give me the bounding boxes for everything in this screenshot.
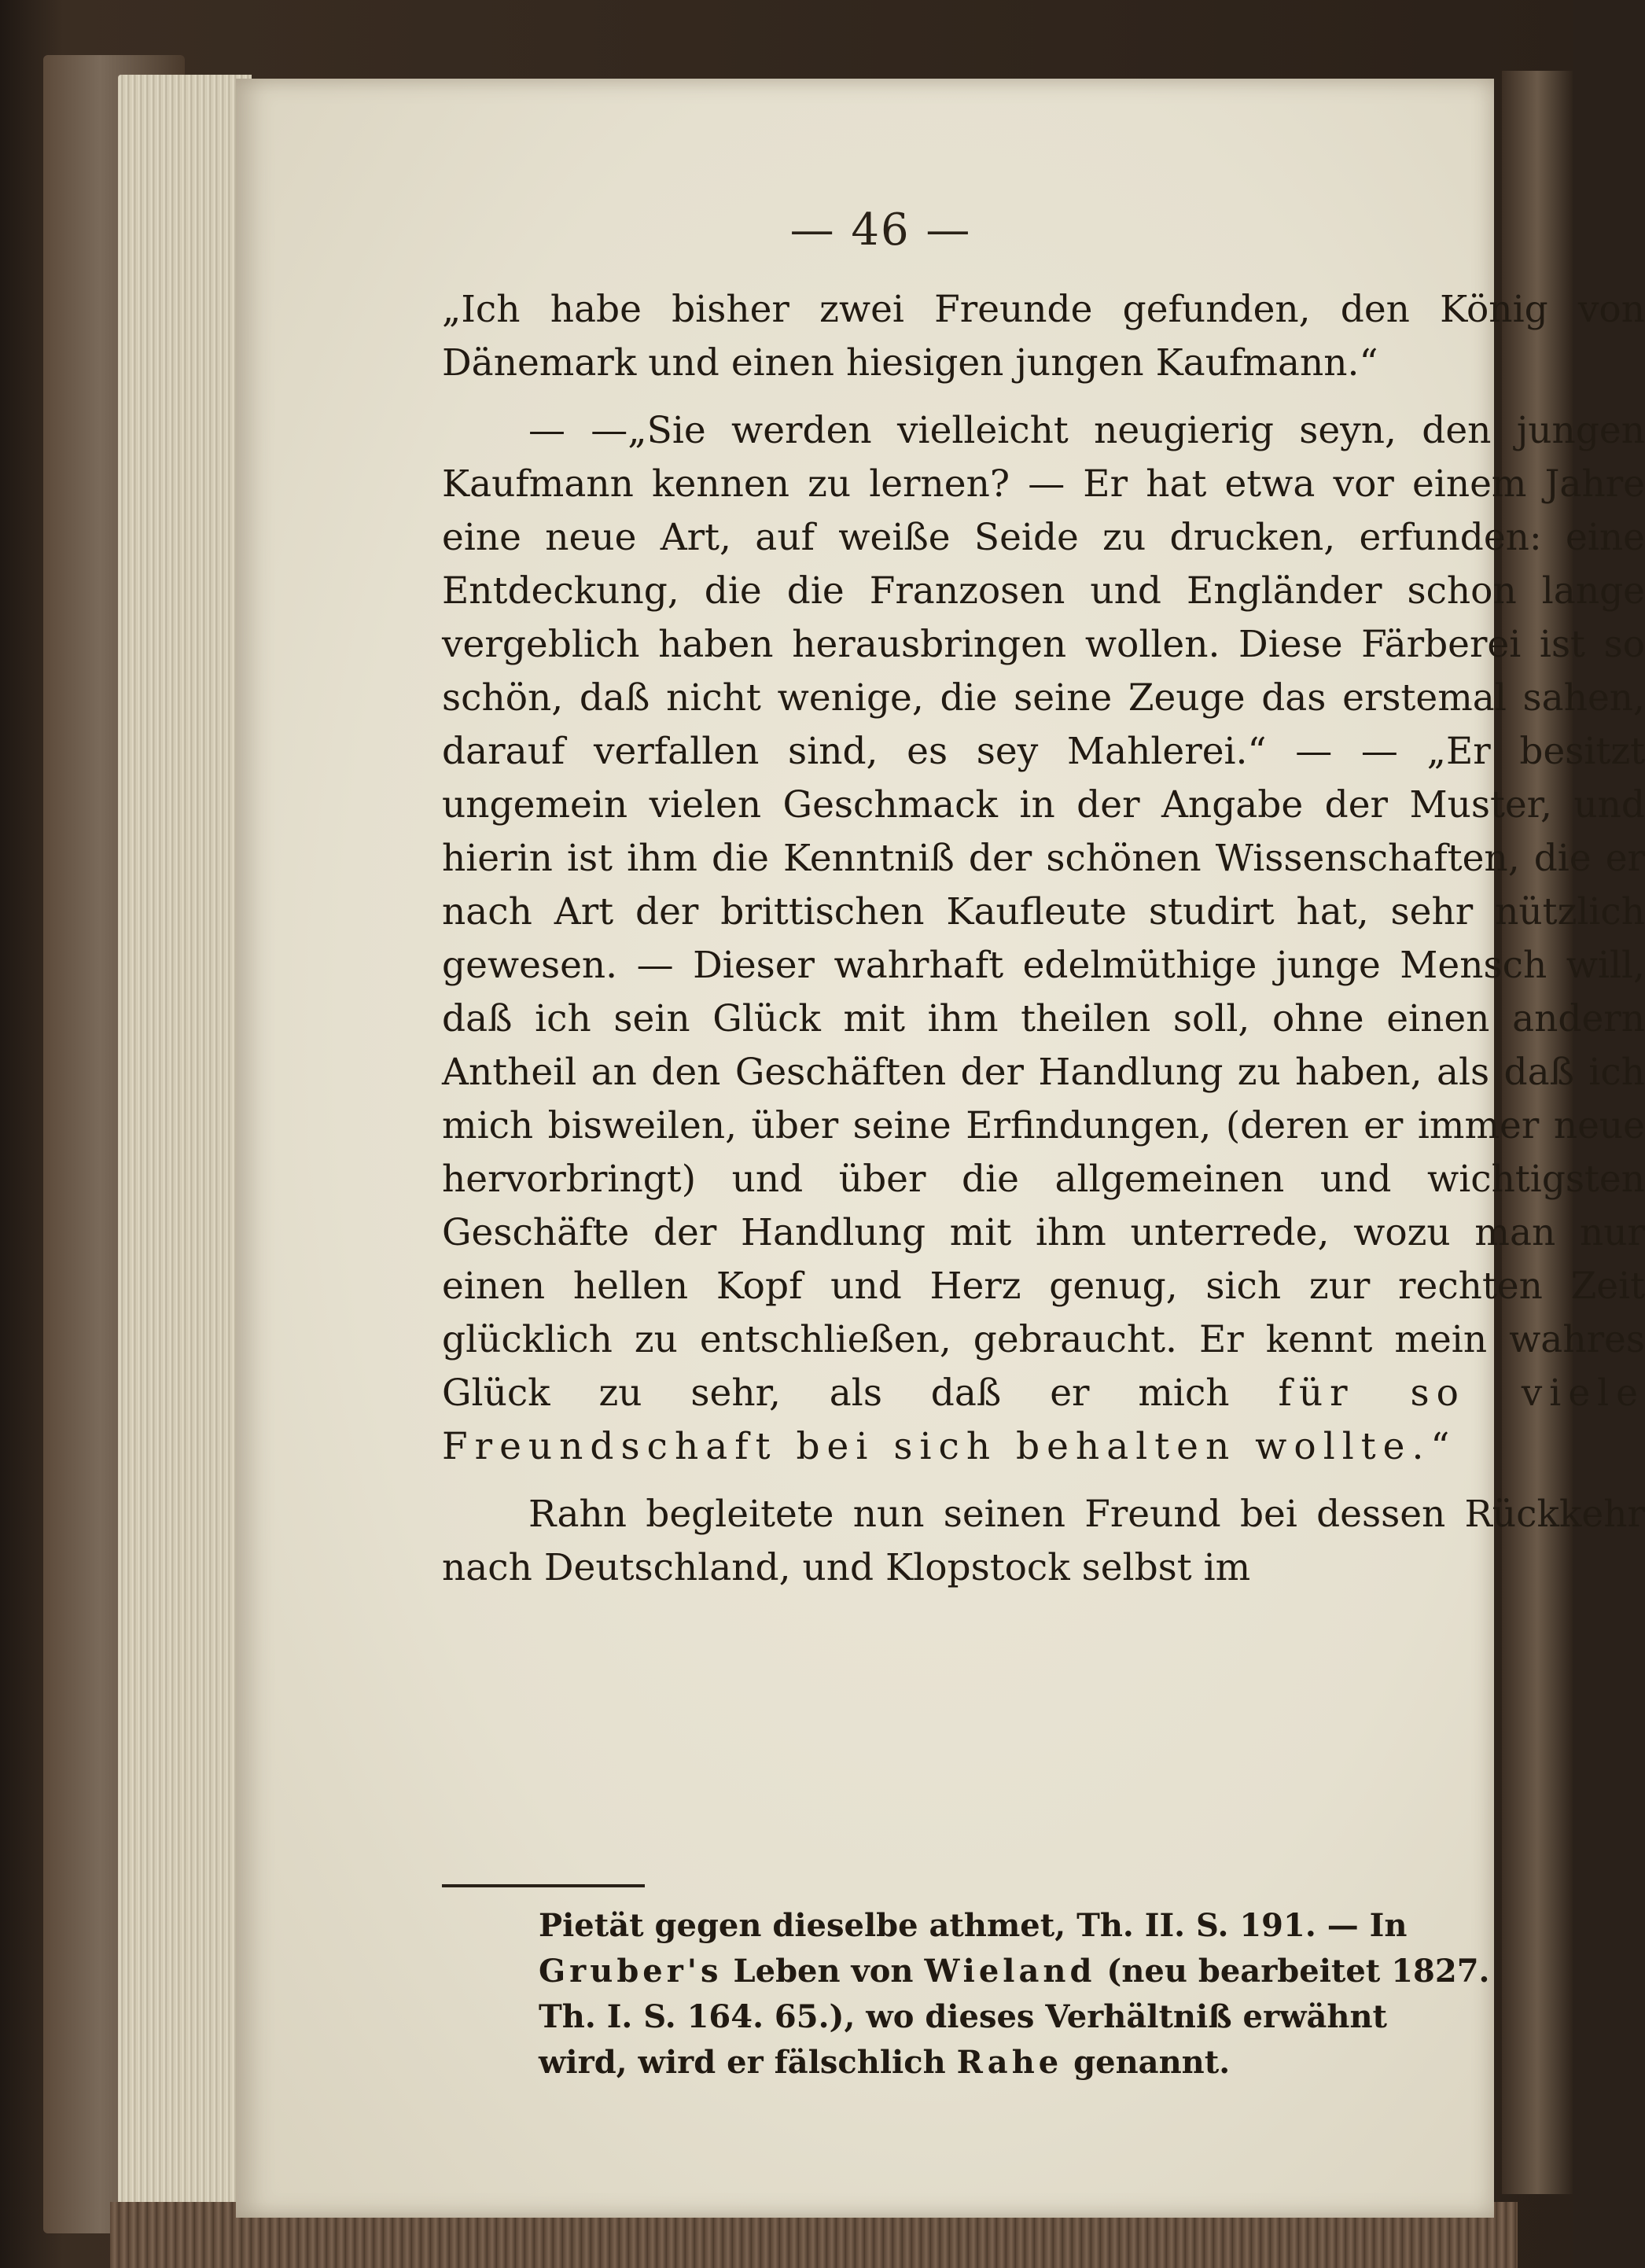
footnote-author-wieland: Wieland — [924, 1953, 1096, 1990]
paragraph-quote-1: „Ich habe bisher zwei Freunde gefunden, den König von Dänemark und einen hiesigen jungen Kaufmann.“ — [442, 288, 1645, 385]
footnote-text: wird, wird er fälschlich — [539, 2044, 957, 2081]
paragraph-quote-2-spaced: für so viele Freundschaft bei sich behalten wollte.“ — [442, 1371, 1645, 1468]
footnote-line-4 — [539, 2040, 1639, 2086]
footnote-text: Leben von — [722, 1953, 925, 1990]
footnote-text: genannt. — [1062, 2044, 1231, 2081]
footnote-rule — [442, 1884, 645, 1887]
footnote-author-gruber: Gruber's — [539, 1953, 723, 1990]
paragraph-narrative: Rahn begleitete nun seinen Freund bei dessen Rückkehr nach Deutschland, und Klopstock selbst im — [442, 1493, 1645, 1589]
paragraph-quote-2-main: — —„Sie werden vielleicht neugierig seyn, den jungen Kaufmann kennen zu lernen? — Er hat etwa vor einem Jahre eine neue Art, auf weiße Seide zu drucken, erfunden: eine Entdeckung, die die Franzosen und Engländer schon lange vergeblich haben herausbringen wollen. Diese Färberei ist so schön, daß nicht wenige, die seine Zeuge das erstemal sahen, darauf verfallen sind, es sey Mahlerei.“ — — „Er besitzt ungemein vielen Geschmack in der Angabe der Muster, und hierin ist ihm die Kenntniß der schönen Wissenschaften, die er nach Art der brittischen Kaufleute studirt hat, sehr nützlich gewesen. — Dieser wahrhaft edelmüthige junge Mensch will, daß ich sein Glück mit ihm theilen soll, ohne einen andern Antheil an den Geschäften der Handlung zu haben, als daß ich mich bisweilen, über seine Erfindungen, (deren er immer neue hervorbringt) und über die allgemeinen und wichtigsten Geschäfte der Handlung mit ihm unterrede, wozu man nur einen hellen Kopf und Herz genug, sich zur rechten Zeit glücklich zu entschließen, gebraucht. Er kennt mein wahres Glück zu sehr, als daß er mich — [442, 409, 1645, 1415]
main-text — [442, 283, 1645, 1595]
footnote — [539, 1903, 1639, 2086]
paragraph-quote-2 — [442, 404, 1645, 1474]
footnote-text: (neu bearbeitet 1827. — [1095, 1953, 1490, 1990]
footnote-line-1: Pietät gegen dieselbe athmet, Th. II. S. 191. — In — [539, 1907, 1408, 1944]
book-page — [236, 79, 1645, 2218]
footnote-line-2 — [539, 1949, 1639, 1994]
footnote-name-rahe: Rahe — [956, 2044, 1063, 2081]
footnote-line-3: Th. I. S. 164. 65.), wo dieses Verhältniß erwähnt — [539, 1998, 1388, 2035]
page-number: — 46 — — [789, 204, 972, 256]
page-edges-stack — [118, 75, 252, 2214]
